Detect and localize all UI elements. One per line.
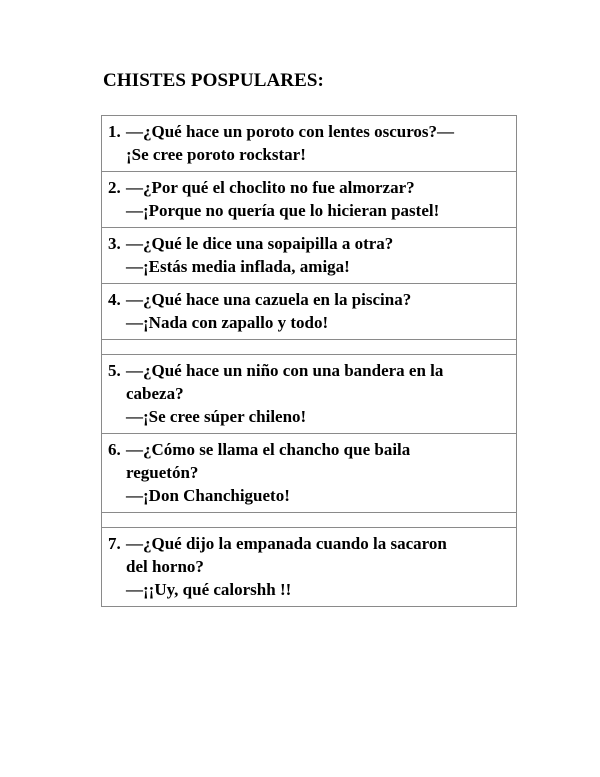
joke-line: —¿Qué hace un niño con una bandera en la [126, 361, 444, 380]
blank-cell [102, 340, 517, 355]
blank-row [102, 513, 517, 528]
joke-row [102, 434, 517, 513]
joke-line: —¡Estás media inflada, amiga! [126, 257, 350, 276]
joke-text [126, 438, 510, 507]
joke-row [102, 228, 517, 284]
joke-line: del horno? [126, 557, 204, 576]
joke-text [126, 232, 510, 278]
joke-content [108, 232, 510, 278]
joke-line: —¿Por qué el choclito no fue almorzar? [126, 178, 415, 197]
joke-content [108, 359, 510, 428]
joke-line: —¡Se cree súper chileno! [126, 407, 307, 426]
joke-line: —¡¡Uy, qué calorshh !! [126, 580, 292, 599]
joke-number: 5. [108, 361, 121, 380]
joke-content [108, 176, 510, 222]
joke-cell [102, 116, 517, 172]
joke-content [108, 288, 510, 334]
blank-row [102, 340, 517, 355]
joke-number: 2. [108, 178, 121, 197]
joke-cell [102, 355, 517, 434]
joke-number: 1. [108, 122, 121, 141]
joke-row [102, 172, 517, 228]
joke-number: 7. [108, 534, 121, 553]
joke-row [102, 528, 517, 607]
joke-text [126, 288, 510, 334]
joke-line: —¡Nada con zapallo y todo! [126, 313, 329, 332]
joke-line: reguetón? [126, 463, 199, 482]
blank-cell [102, 513, 517, 528]
joke-line: cabeza? [126, 384, 184, 403]
joke-row [102, 355, 517, 434]
joke-cell [102, 228, 517, 284]
joke-text [126, 120, 510, 166]
joke-line: —¿Qué hace una cazuela en la piscina? [126, 290, 412, 309]
jokes-table [101, 115, 517, 607]
joke-text [126, 176, 510, 222]
joke-content [108, 532, 510, 601]
joke-cell [102, 172, 517, 228]
joke-line: —¿Cómo se llama el chancho que baila [126, 440, 411, 459]
joke-row [102, 284, 517, 340]
joke-content [108, 438, 510, 507]
joke-content [108, 120, 510, 166]
joke-text [126, 359, 510, 428]
joke-row [102, 116, 517, 172]
joke-line: —¿Qué dijo la empanada cuando la sacaron [126, 534, 447, 553]
joke-cell [102, 284, 517, 340]
page-title: CHISTES POSPULARES: [103, 70, 324, 91]
joke-number: 3. [108, 234, 121, 253]
joke-line: —¿Qué hace un poroto con lentes oscuros?— [126, 122, 455, 141]
joke-number: 6. [108, 440, 121, 459]
joke-line: —¿Qué le dice una sopaipilla a otra? [126, 234, 394, 253]
joke-line: —¡Don Chanchigueto! [126, 486, 290, 505]
joke-line: —¡Porque no quería que lo hicieran pastel! [126, 201, 440, 220]
joke-cell [102, 434, 517, 513]
joke-line: ¡Se cree poroto rockstar! [126, 145, 306, 164]
joke-number: 4. [108, 290, 121, 309]
jokes-table-body [102, 116, 517, 607]
joke-text [126, 532, 510, 601]
joke-cell [102, 528, 517, 607]
